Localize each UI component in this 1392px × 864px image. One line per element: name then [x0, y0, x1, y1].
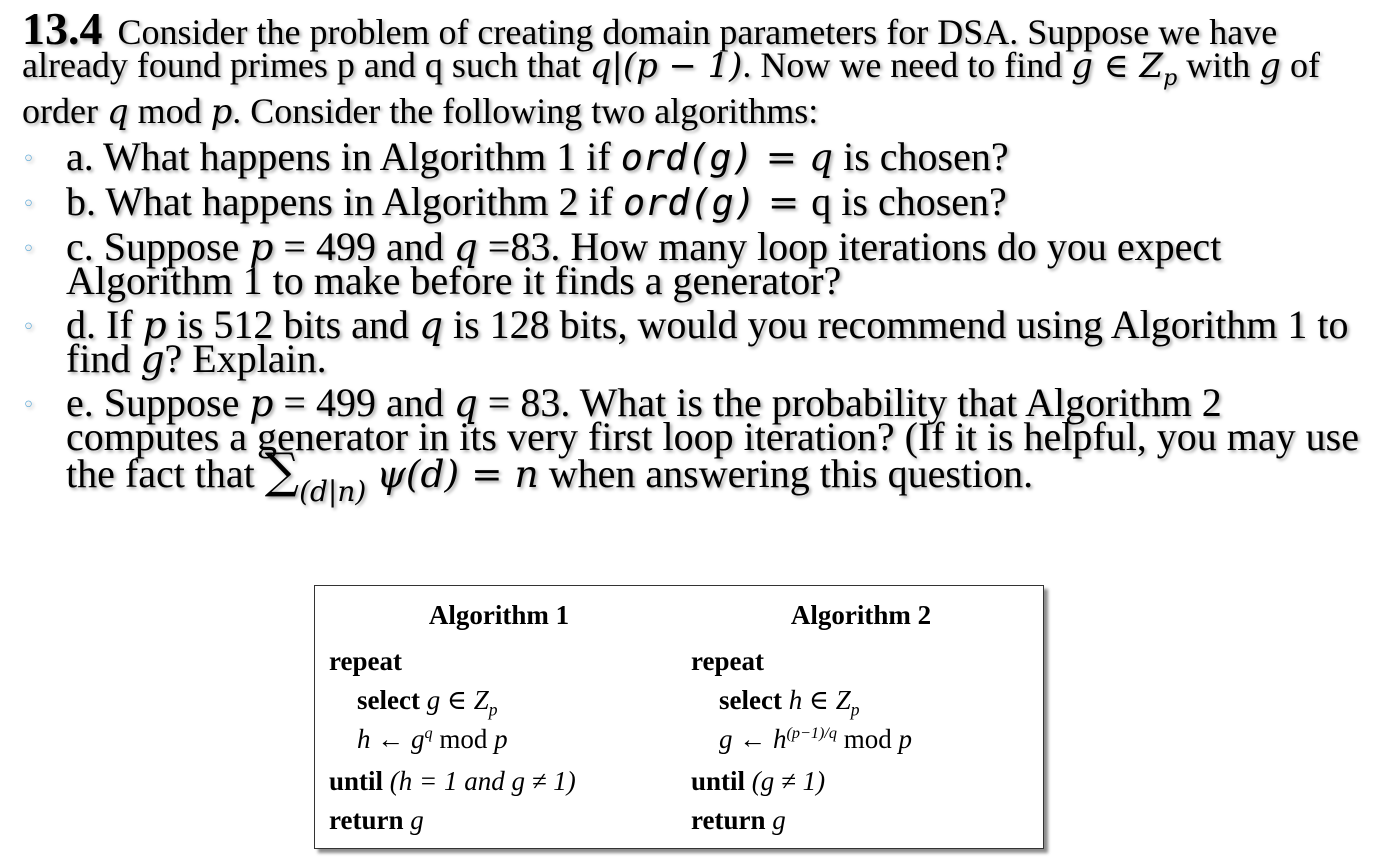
question-e-text-3: = 83. What is the probability that Algorithm 2 computes a generator in its very first loop iteration? (If it is helpful, you may use the fact that [66, 380, 1359, 496]
question-c-math-q: q [453, 225, 478, 269]
bullet-icon: ◦ [22, 237, 35, 262]
algorithm-2-until-cond: (g ≠ 1) [751, 766, 826, 796]
question-c-text-2: = 499 and [273, 224, 454, 269]
algorithm-2-assign-mod: mod [836, 724, 899, 754]
algorithm-1-select [357, 685, 497, 720]
question-e-math-q: q [453, 381, 478, 425]
algorithm-1-return-val: g [410, 805, 424, 835]
bullet-icon: ◦ [22, 315, 35, 340]
question-d-text-2: is 512 bits and [166, 302, 419, 347]
question-a-math-eq: = [753, 135, 810, 179]
question-e-text-1: e. Suppose [66, 380, 250, 425]
question-list [22, 134, 1382, 508]
bullet-icon: ◦ [22, 192, 35, 217]
problem-intro [22, 3, 1382, 132]
question-d-text-4: ? Explain. [164, 336, 327, 381]
algorithm-1-assign-p: p [494, 724, 508, 754]
algorithms-box [314, 585, 1044, 849]
intro-text-5: mod [128, 91, 211, 132]
question-e-math-p: p [249, 381, 274, 425]
algorithm-1-until [329, 766, 576, 797]
question-d-text-3: is 128 bits, would you recommend using Algorithm 1 to find [66, 302, 1349, 381]
question-e-math-psi: ψ(d) = n [376, 452, 539, 496]
question-a-math-ord: ord(g) [620, 136, 754, 179]
question-d-math-p: p [142, 303, 167, 347]
algorithm-2-return-val: g [772, 805, 786, 835]
question-c-text-3: =83. How many loop iterations do you expect Algorithm 1 to make before it finds a generator? [66, 224, 1222, 303]
problem-number: 13.4 [22, 3, 103, 54]
intro-math-p: p [210, 92, 233, 132]
algorithm-2-return [691, 805, 786, 836]
algorithm-1-title: Algorithm 1 [428, 600, 570, 630]
algorithm-2-assign-lhs: g ← h [719, 724, 787, 754]
intro-math-Z-sub: p [1162, 65, 1178, 92]
question-b-math-eq: = [755, 180, 812, 224]
question-a-math-q: q [809, 135, 834, 179]
question-e-text-2: = 499 and [273, 380, 454, 425]
intro-math-g: g [1071, 46, 1093, 85]
algorithm-1-select-sub: p [488, 699, 498, 720]
algorithm-2-assign-p: p [898, 724, 912, 754]
intro-text-2: . Now we need to find [742, 45, 1072, 85]
algorithm-2-return-kw: return [691, 805, 766, 835]
algorithm-2-assign [719, 724, 912, 755]
question-c-math-p: p [249, 225, 274, 269]
bullet-icon: ◦ [22, 393, 35, 418]
question-c [22, 224, 1382, 303]
question-a-text-2: is chosen? [833, 134, 1009, 179]
intro-math-Z: Z [1139, 46, 1163, 85]
algorithm-2-assign-sup: (p−1)/q [786, 724, 837, 742]
question-d-text-1: d. If [66, 302, 143, 347]
intro-math-in: ∈ [1092, 46, 1140, 85]
algorithm-1-select-expr: g ∈ Z [426, 685, 489, 715]
question-e [22, 380, 1382, 508]
intro-text-3: with [1177, 45, 1260, 85]
intro-text-1: Consider the problem of creating domain parameters for DSA. Suppose we have already found primes p and q such that [22, 12, 1278, 85]
algorithm-1-repeat: repeat [329, 646, 402, 676]
sigma-symbol: ∑ [264, 443, 300, 499]
question-b-text-1: b. What happens in Algorithm 2 if [66, 179, 623, 224]
algorithm-2-select-sub: p [850, 699, 860, 720]
question-e-text-4: when answering this question. [538, 451, 1034, 496]
intro-math-q: q [106, 92, 129, 132]
algorithm-1-assign-sup: q [424, 724, 433, 742]
algorithm-1-until-kw: until [329, 766, 384, 796]
algorithm-1-assign-lhs: h ← g [357, 724, 425, 754]
question-b-text-2: q is chosen? [811, 179, 1007, 224]
algorithm-1-assign [357, 724, 508, 755]
intro-math-g2: g [1259, 46, 1281, 85]
question-d-math-q: q [418, 303, 443, 347]
algorithm-1-assign-mod: mod [432, 724, 495, 754]
algorithm-1-until-cond: (h = 1 and g ≠ 1) [389, 766, 576, 796]
algorithm-1-return-kw: return [329, 805, 404, 835]
sigma-subscript: (d|n) [299, 475, 367, 508]
question-b [22, 179, 1382, 224]
bullet-icon: ◦ [22, 147, 35, 172]
question-d [22, 302, 1382, 381]
question-a [22, 134, 1382, 179]
intro-text-4: of order [22, 45, 1320, 132]
algorithm-2-until-kw: until [691, 766, 746, 796]
algorithm-2-repeat: repeat [691, 646, 764, 676]
intro-math-divides: q|(p − 1) [589, 46, 743, 85]
algorithm-2-select-kw: select [719, 685, 782, 715]
algorithm-1-select-kw: select [357, 685, 420, 715]
question-d-math-g: g [140, 337, 165, 381]
question-c-text-1: c. Suppose [66, 224, 250, 269]
question-b-math-ord: ord(g) [622, 181, 756, 224]
algorithm-2-select-expr: h ∈ Z [788, 685, 851, 715]
algorithm-1-return [329, 805, 424, 836]
algorithm-2-title: Algorithm 2 [790, 600, 932, 630]
intro-text-6: . Consider the following two algorithms: [232, 91, 819, 132]
question-a-text-1: a. What happens in Algorithm 1 if [66, 134, 621, 179]
algorithm-2-until [691, 766, 825, 797]
algorithm-2-select [719, 685, 859, 720]
